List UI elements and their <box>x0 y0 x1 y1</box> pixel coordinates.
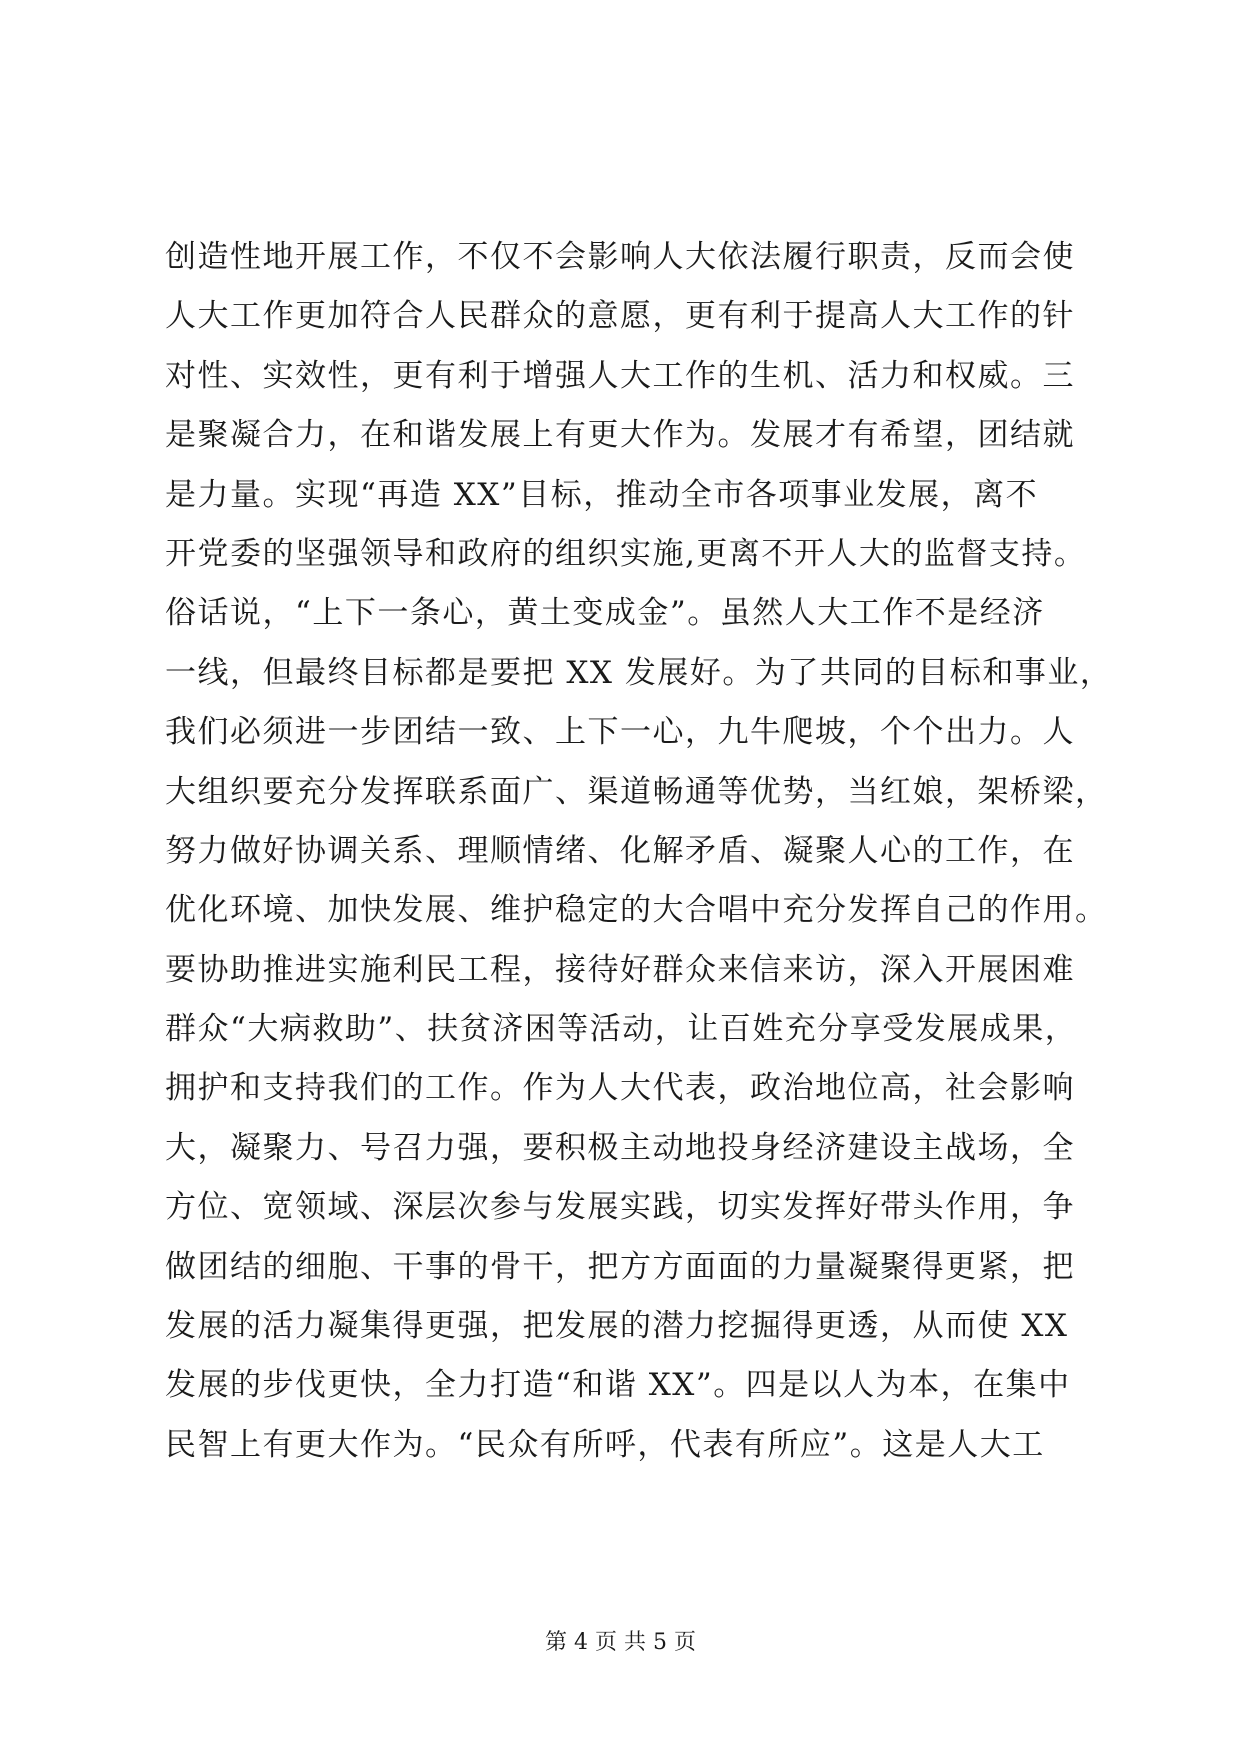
text-line: 大，凝聚力、号召力强，要积极主动地投身经济建设主战场，全 <box>165 1129 1075 1166</box>
text-line: 发展的步伐更快，全力打造“和谐 XX”。四是以人为本，在集中 <box>165 1367 1071 1404</box>
text-line: 做团结的细胞、干事的骨干，把方方面面的力量凝聚得更紧，把 <box>165 1248 1075 1285</box>
text-line: 大组织要充分发挥联系面广、渠道畅通等优势，当红娘，架桥梁， <box>165 773 1108 810</box>
text-line: 开党委的坚强领导和政府的组织实施,更离不开人大的监督支持。 <box>165 535 1087 572</box>
text-line: 人大工作更加符合人民群众的意愿，更有利于提高人大工作的针 <box>165 298 1075 335</box>
body-text <box>165 228 1113 1475</box>
text-line: 拥护和支持我们的工作。作为人大代表，政治地位高，社会影响 <box>165 1070 1075 1107</box>
text-line: 创造性地开展工作，不仅不会影响人大依法履行职责，反而会使 <box>165 239 1075 275</box>
text-line: 俗话说，“上下一条心，黄土变成金”。虽然人大工作不是经济 <box>165 595 1045 632</box>
text-line: 民智上有更大作为。“民众有所呼，代表有所应”。这是人大工 <box>165 1426 1045 1463</box>
text-line: 努力做好协调关系、理顺情绪、化解矛盾、凝聚人心的工作，在 <box>165 832 1075 869</box>
text-line: 要协助推进实施利民工程，接待好群众来信来访，深入开展困难 <box>165 951 1075 988</box>
text-line: 是聚凝合力，在和谐发展上有更大作为。发展才有希望，团结就 <box>165 417 1075 454</box>
text-line: 是力量。实现“再造 XX”目标，推动全市各项事业发展，离不 <box>165 476 1039 513</box>
text-line: 优化环境、加快发展、维护稳定的大合唱中充分发挥自己的作用。 <box>165 892 1108 929</box>
text-line: 一线，但最终目标都是要把 XX 发展好。为了共同的目标和事业， <box>165 654 1113 691</box>
text-line: 对性、实效性，更有利于增强人大工作的生机、活力和权威。三 <box>165 357 1075 394</box>
text-line: 发展的活力凝集得更强，把发展的潜力挖掘得更透，从而使 XX <box>165 1308 1069 1345</box>
text-line: 群众“大病救助”、扶贫济困等活动，让百姓充分享受发展成果， <box>165 1011 1078 1048</box>
page-footer: 第 4 页 共 5 页 <box>545 1630 696 1655</box>
text-line: 我们必须进一步团结一致、上下一心，九牛爬坡，个个出力。人 <box>165 714 1075 751</box>
text-line: 方位、宽领域、深层次参与发展实践，切实发挥好带头作用，争 <box>165 1189 1075 1226</box>
